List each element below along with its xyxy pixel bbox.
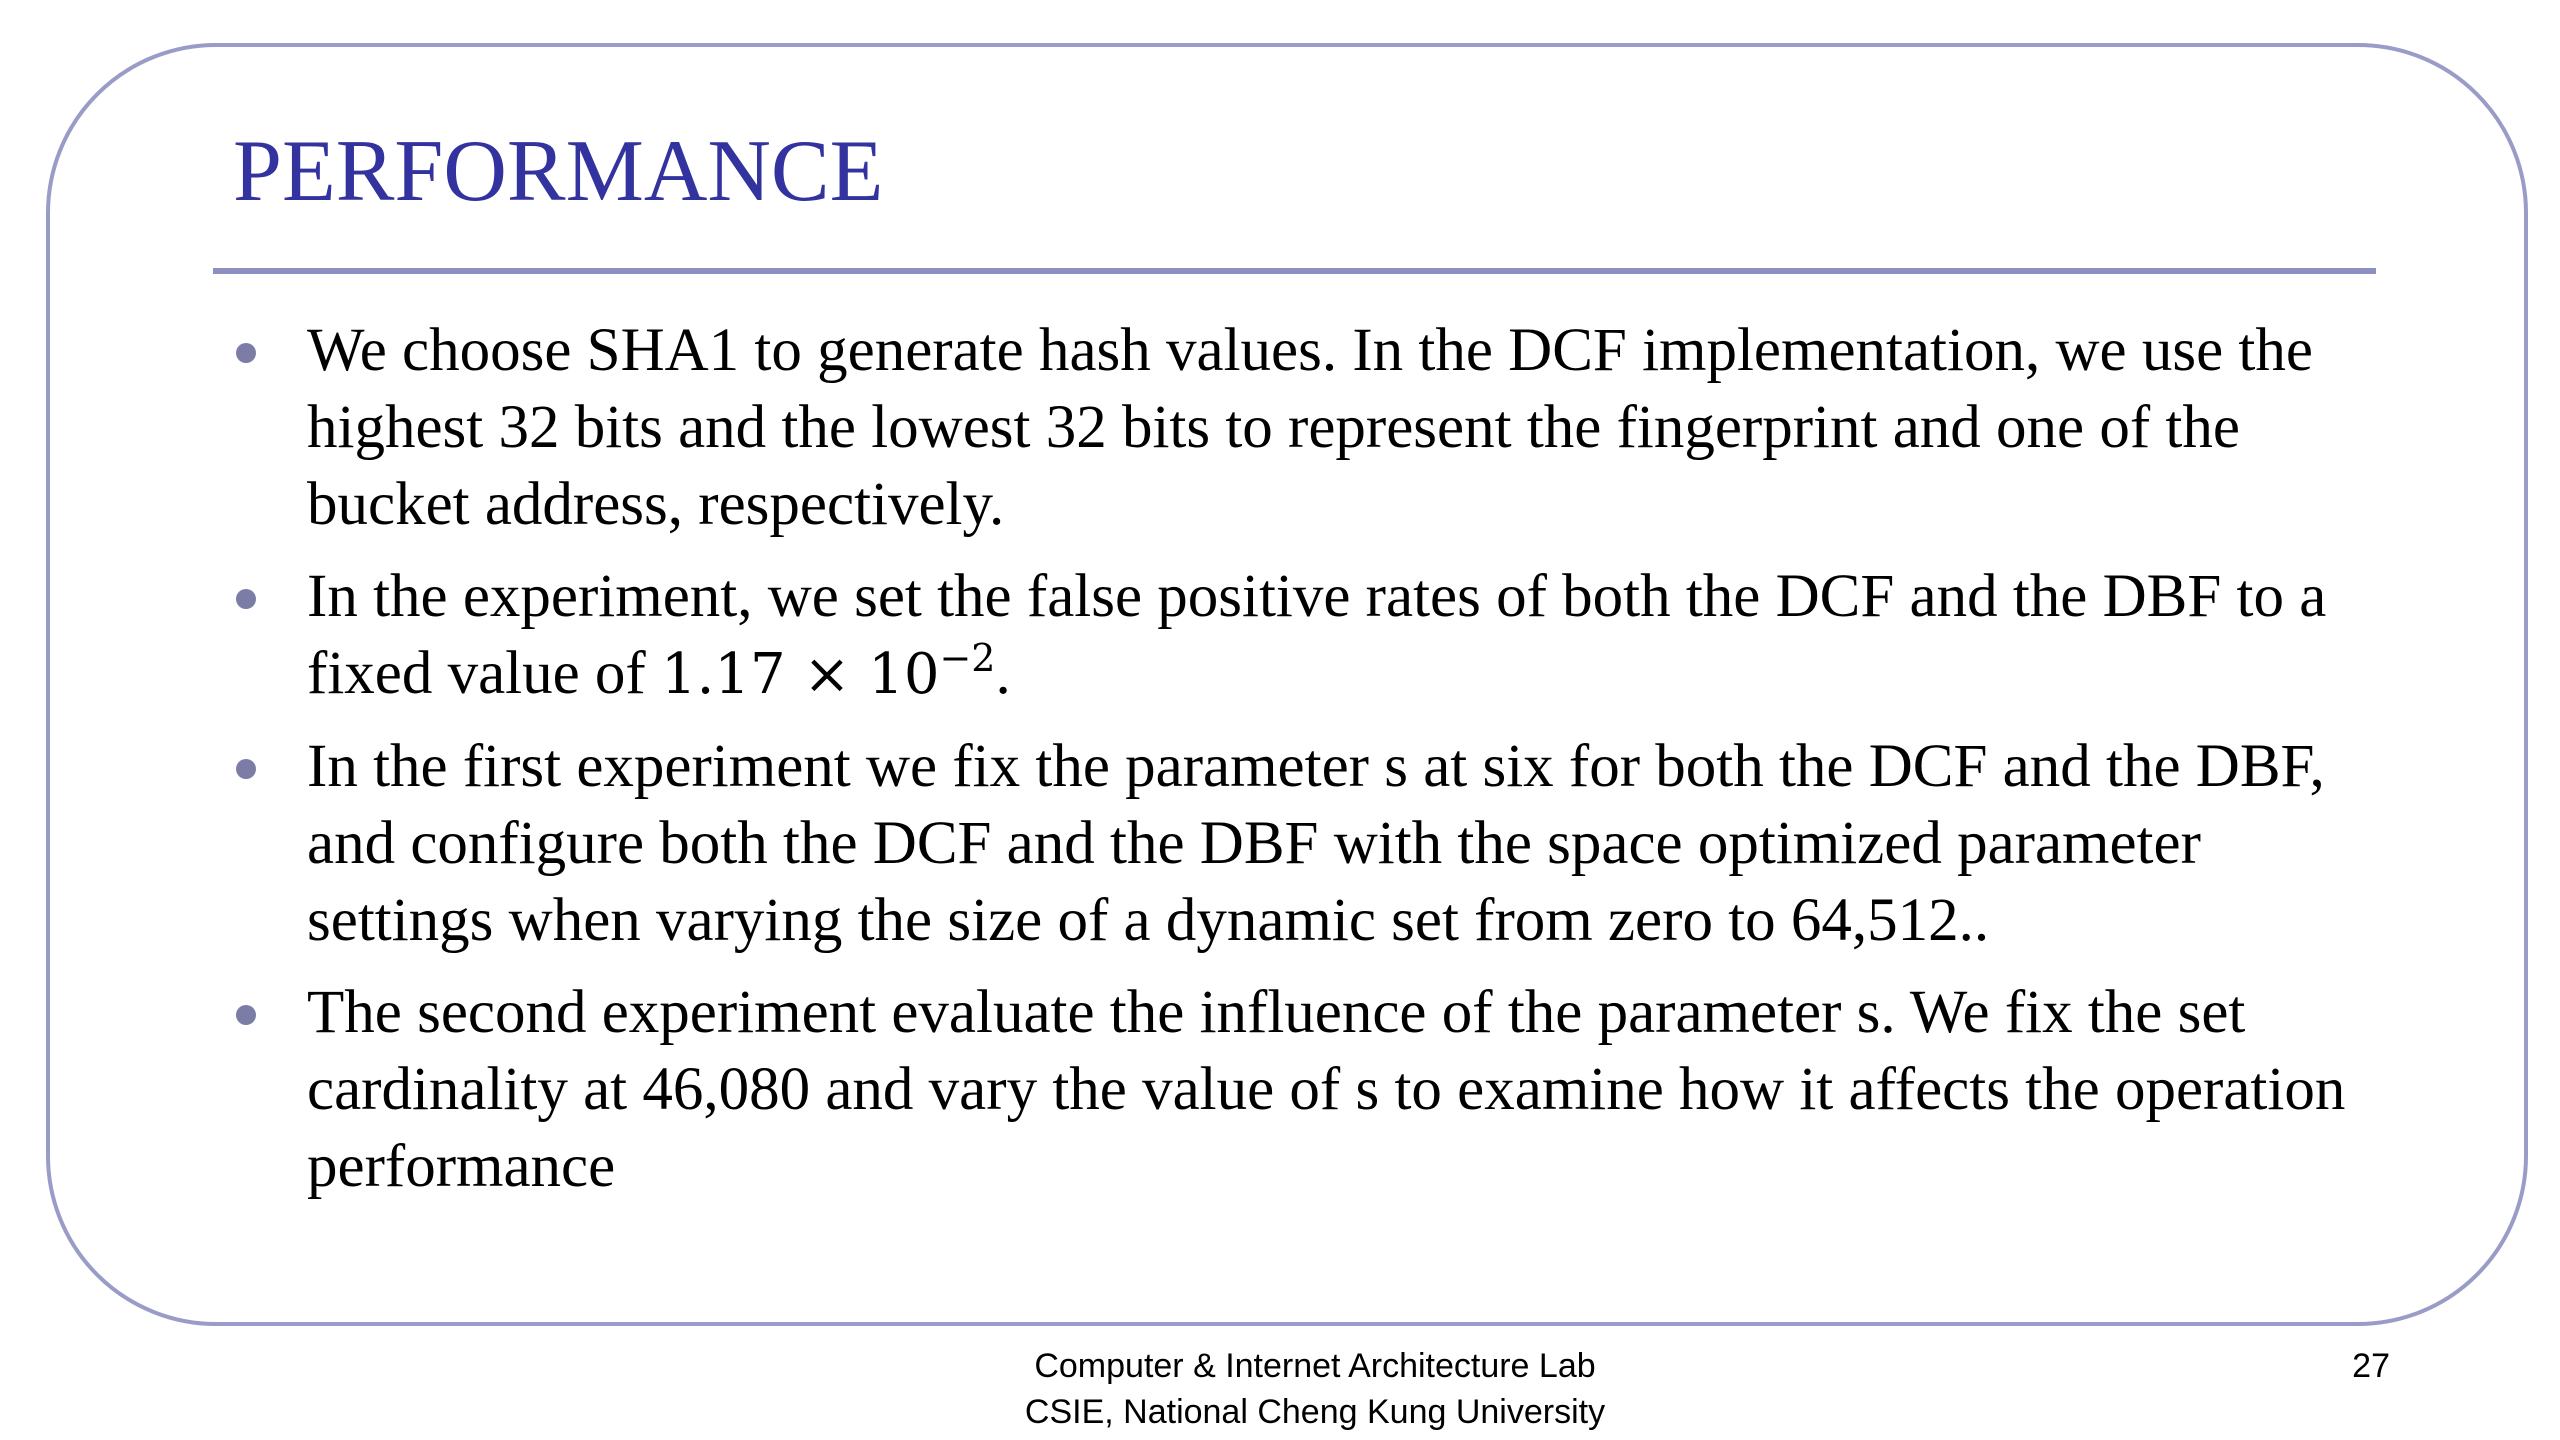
bullet-list [233,312,2383,1220]
math-expression: 1.17 × 10 [661,642,940,707]
bullet-text: We choose SHA1 to generate hash values. In the DCF implementation, we use the highest 32 bits and the lowest 32 bits to represent the fingerprint and one of the bucket address, respectively. [307,317,2313,538]
bullet-item [233,974,2383,1205]
bullet-item [233,728,2383,959]
page-number: 27 [2352,1347,2390,1385]
bullet-text: The second experiment evaluate the influence of the parameter s. We fix the set cardinality at 46,080 and vary the value of s to examine how it affects the operation performance [307,979,2346,1200]
footer-lab-name: Computer & Internet Architecture Lab [1034,1347,1596,1385]
bullet-text: In the experiment, we set the false positive rates of both the DCF and the DBF to a fixed value of [307,563,2327,707]
bullet-item [233,558,2383,713]
bullet-dot-icon [236,343,256,363]
bullet-item [233,312,2383,543]
footer-affiliation [880,1343,1750,1435]
footer-university: CSIE, National Cheng Kung University [1024,1393,1606,1431]
bullet-text: In the first experiment we fix the parameter s at six for both the DCF and the DBF, and configure both the DCF and the DBF with the space optimized parameter settings when varying the size of a dynamic set from zero to 64,512.. [307,733,2325,954]
slide-title: PERFORMANCE [233,123,884,220]
bullet-dot-icon [236,759,256,779]
bullet-dot-icon [236,589,256,609]
math-exponent: −2 [939,636,996,680]
bullet-dot-icon [236,1005,256,1025]
title-divider [213,268,2376,274]
bullet-text-end: . [995,640,1011,707]
